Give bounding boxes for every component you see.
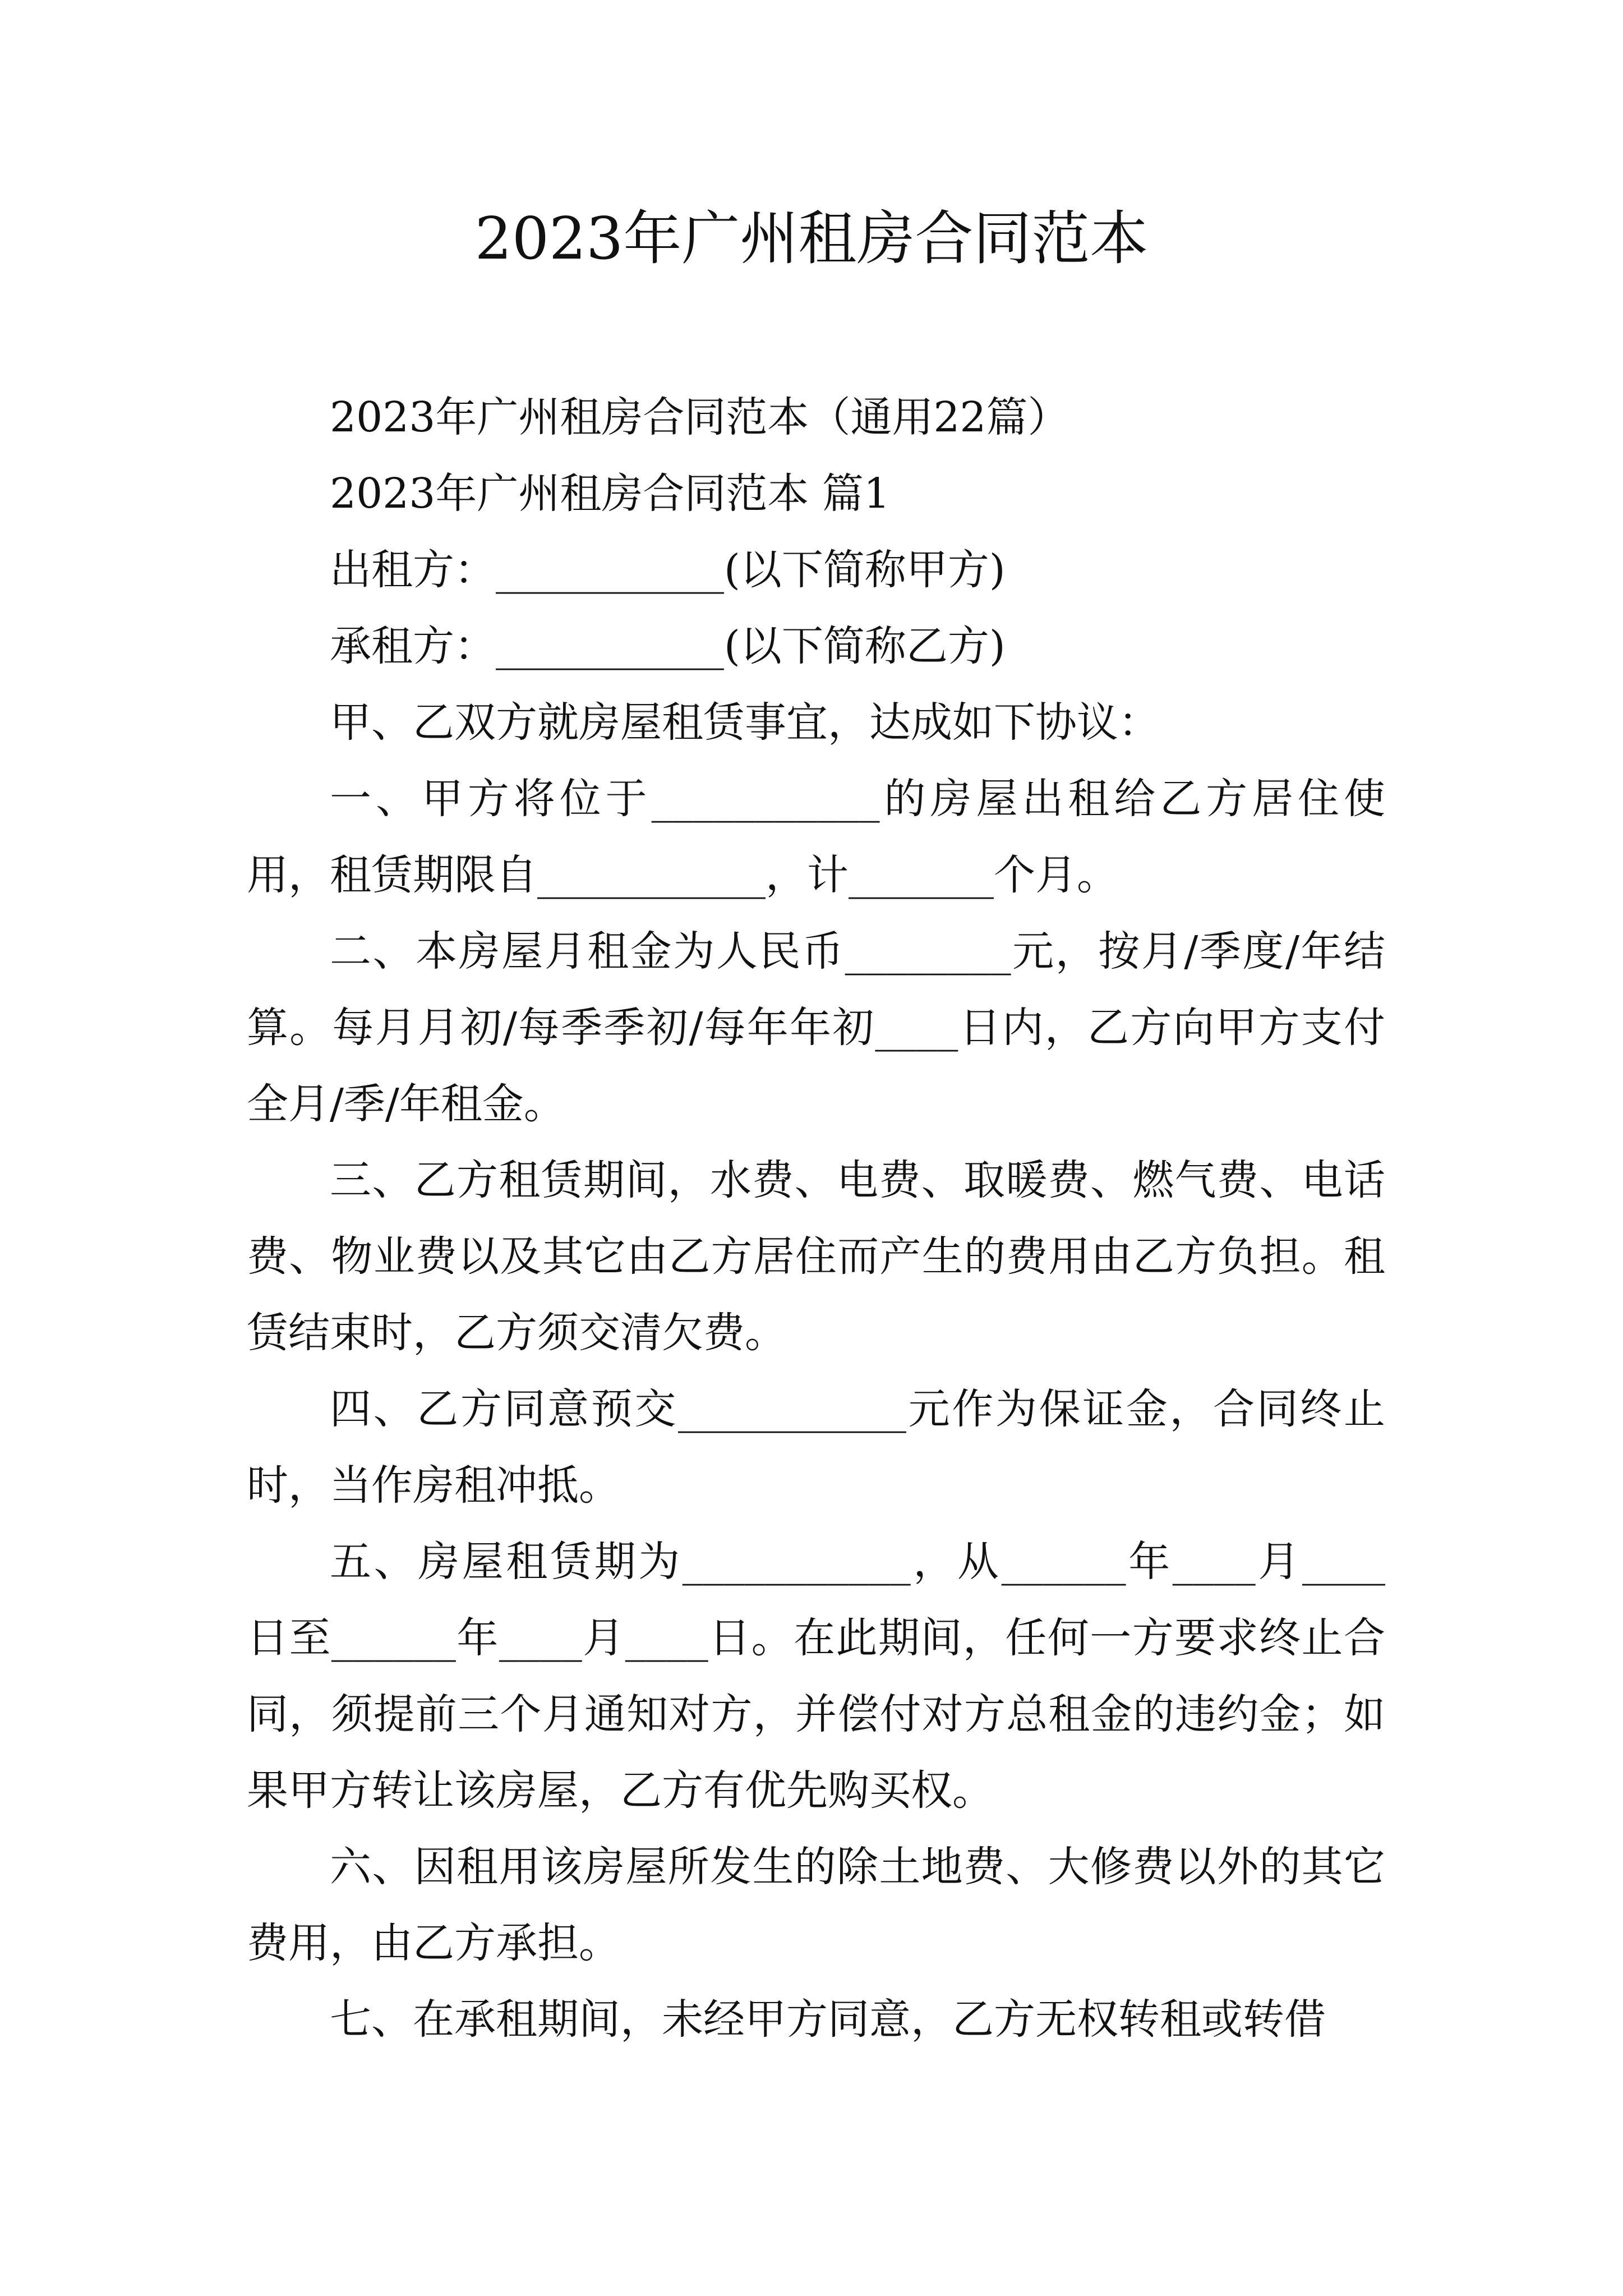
document-body <box>247 379 1385 2058</box>
clause-1: 一、甲方将位于___________的房屋出租给乙方居住使用，租赁期限自___________，计_______个月。 <box>247 775 1385 899</box>
clause-3: 三、乙方租赁期间，水费、电费、取暖费、燃气费、电话费、物业费以及其它由乙方居住而产生的费用由乙方负担。租赁结束时，乙方须交清欠费。 <box>247 1156 1385 1357</box>
doc-subtitle: 2023年广州租房合同范本（通用22篇） <box>330 393 1069 441</box>
clause-7: 七、在承租期间，未经甲方同意，乙方无权转租或转借 <box>330 1995 1326 2044</box>
agreement-intro: 甲、乙双方就房屋租赁事宜，达成如下协议： <box>330 698 1160 747</box>
clause-6: 六、因租用该房屋所发生的除土地费、大修费以外的其它费用，由乙方承担。 <box>247 1843 1385 1967</box>
clause-5: 五、房屋租赁期为___________，从______年____月____日至______年____月____日。在此期间，任何一方要求终止合同，须提前三个月通知对方，并偿付对方总租金的违约金；如果甲方转让该房屋，乙方有优先购买权。 <box>247 1538 1385 1815</box>
lessor-line: 出租方：___________(以下简称甲方) <box>330 546 1006 594</box>
clause-2: 二、本房屋月租金为人民币________元，按月/季度/年结算。每月月初/每季季初/每年年初____日内，乙方向甲方支付全月/季/年租金。 <box>247 927 1385 1128</box>
document-title: 2023年广州租房合同范本 <box>474 204 1149 273</box>
lessee-line: 承租方：___________(以下简称乙方) <box>330 622 1006 670</box>
clause-4: 四、乙方同意预交___________元作为保证金，合同终止时，当作房租冲抵。 <box>247 1385 1385 1510</box>
section-heading: 2023年广州租房合同范本 篇1 <box>330 470 890 518</box>
